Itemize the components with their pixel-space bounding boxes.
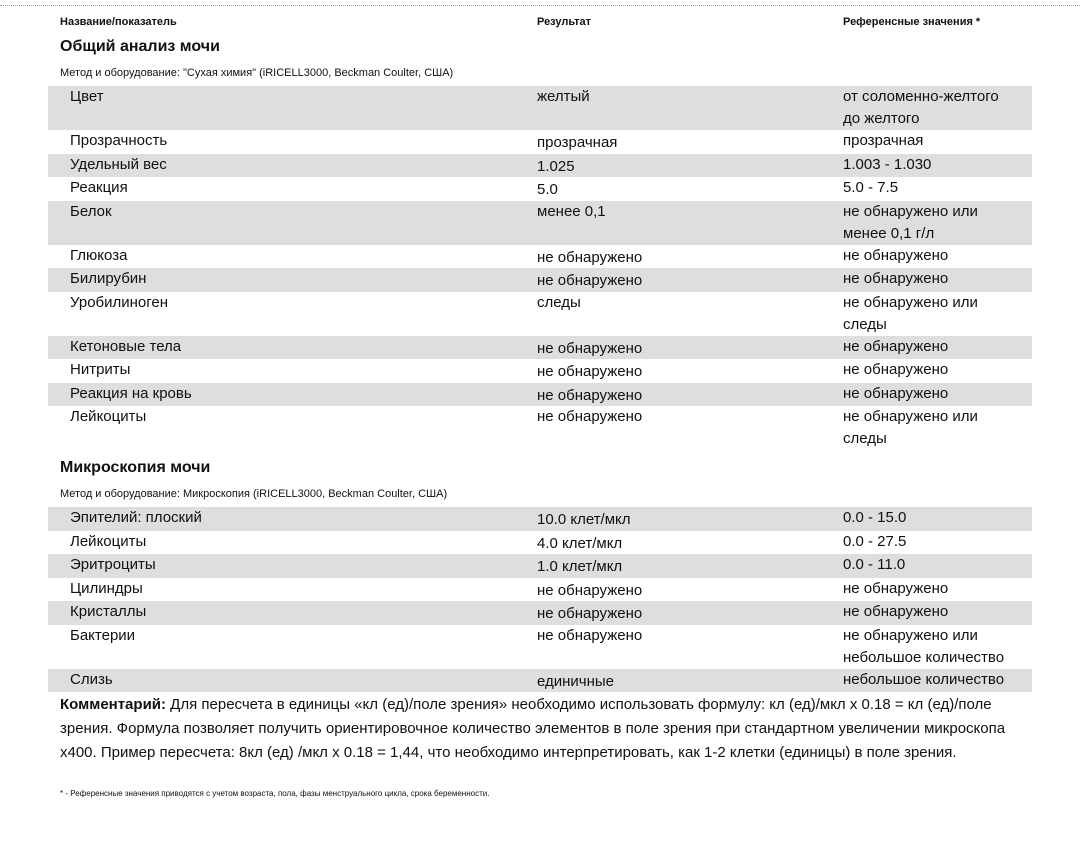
table-row [48, 383, 1032, 407]
row-name: Прозрачность [70, 132, 168, 149]
reference-line-1: небольшое количество [843, 670, 1005, 688]
section-title-urinalysis: Общий анализ мочи [60, 38, 220, 55]
comment-text: Для пересчета в единицы «кл (ед)/поле зрения» необходимо использовать формулу: кл (ед)/мкл х 0.18 = кл (ед)/поле зрения. Формула позволяет получить ориентировочное количество элементов в поле зрения при стандартном увеличении микроскопа х400. Пример пересчета: 8кл (ед) /мкл х 0.18 = 1,44, что необходимо интерпретировать, как 1-2 клетки (единицы) в поле зрения. [60, 696, 1006, 761]
row-reference [843, 154, 1032, 176]
reference-line-2: небольшое количество [843, 648, 1005, 666]
reference-line-2: до желтого [843, 110, 920, 127]
row-result: не обнаружено [537, 386, 643, 404]
reference-line-1: не обнаружено [843, 603, 949, 620]
row-result: не обнаружено [537, 408, 643, 425]
table-row [48, 245, 1032, 269]
reference-line-1: не обнаружено или [843, 202, 978, 220]
reference-line-2: следы [843, 315, 887, 333]
reference-line-1: 0.0 - 27.5 [843, 532, 907, 550]
reference-line-1: не обнаружено или [843, 408, 978, 425]
table-row [48, 578, 1032, 602]
table-row [48, 292, 1032, 336]
reference-line-1: не обнаружено [843, 361, 949, 378]
row-result: следы [537, 293, 581, 311]
row-reference [843, 201, 1032, 245]
row-name: Нитриты [70, 361, 131, 378]
table-row [48, 507, 1032, 531]
row-result: желтый [537, 88, 590, 105]
row-reference [843, 86, 1032, 130]
reference-line-2: менее 0,1 г/л [843, 224, 935, 242]
row-reference [843, 578, 1032, 600]
row-reference [843, 245, 1032, 267]
reference-line-1: не обнаружено [843, 579, 949, 597]
row-reference [843, 292, 1032, 336]
reference-line-1: не обнаружено или [843, 293, 978, 311]
row-reference [843, 669, 1032, 691]
row-result: не обнаружено [537, 272, 643, 289]
row-name: Реакция [70, 179, 128, 196]
row-name: Кристаллы [70, 603, 147, 620]
row-name: Цилиндры [70, 579, 143, 597]
row-result: не обнаружено [537, 339, 643, 357]
row-name: Лейкоциты [70, 532, 147, 550]
table-row [48, 359, 1032, 383]
row-result: единичные [537, 672, 615, 690]
row-name: Белок [70, 202, 112, 220]
microscopy-table [48, 507, 1032, 692]
reference-line-1: 0.0 - 15.0 [843, 509, 907, 526]
table-row [48, 625, 1032, 669]
row-name: Эритроциты [70, 556, 156, 573]
table-row [48, 86, 1032, 130]
header-reference: Референсные значения * [843, 16, 981, 28]
reference-line-1: не обнаружено [843, 337, 949, 355]
row-result: не обнаружено [537, 363, 643, 380]
header-name: Название/показатель [60, 16, 177, 28]
row-reference [843, 268, 1032, 290]
row-name: Кетоновые тела [70, 337, 182, 355]
reference-line-1: не обнаружено [843, 270, 949, 287]
row-name: Билирубин [70, 270, 147, 287]
method-urinalysis: Метод и оборудование: "Сухая химия" (iRICELL3000, Beckman Coulter, США) [60, 67, 454, 79]
table-row [48, 531, 1032, 555]
row-name: Уробилиноген [70, 293, 169, 311]
row-reference [843, 383, 1032, 405]
row-result: 1.025 [537, 157, 575, 175]
footnote: * - Референсные значения приводятся с учетом возраста, пола, фазы менструального цикла, срока беременности. [60, 789, 490, 798]
row-result: не обнаружено [537, 581, 643, 599]
table-row [48, 154, 1032, 178]
row-result: менее 0,1 [537, 202, 606, 220]
table-row [48, 201, 1032, 245]
table-row [48, 336, 1032, 360]
top-dotted-border [0, 5, 1080, 6]
row-name: Реакция на кровь [70, 384, 192, 402]
row-name: Эпителий: плоский [70, 509, 202, 526]
reference-line-1: 1.003 - 1.030 [843, 155, 932, 173]
row-name: Лейкоциты [70, 408, 147, 425]
row-reference [843, 531, 1032, 553]
row-name: Слизь [70, 670, 113, 688]
row-name: Глюкоза [70, 246, 128, 264]
table-row [48, 406, 1032, 450]
row-reference [843, 177, 1032, 199]
row-result: 10.0 клет/мкл [537, 511, 631, 528]
row-name: Бактерии [70, 626, 136, 644]
table-row [48, 554, 1032, 578]
row-reference [843, 359, 1032, 381]
row-result: не обнаружено [537, 605, 643, 622]
table-header [0, 16, 1080, 32]
row-result: не обнаружено [537, 248, 643, 266]
table-row [48, 669, 1032, 693]
reference-line-1: 0.0 - 11.0 [843, 556, 906, 573]
reference-line-1: от соломенно-желтого [843, 88, 999, 105]
row-result: 5.0 [537, 181, 558, 198]
row-result: не обнаружено [537, 626, 643, 644]
row-reference [843, 336, 1032, 358]
reference-line-1: прозрачная [843, 132, 924, 149]
table-row [48, 177, 1032, 201]
method-microscopy: Метод и оборудование: Микроскопия (iRICELL3000, Beckman Coulter, США) [60, 488, 448, 500]
table-row [48, 601, 1032, 625]
row-reference [843, 601, 1032, 623]
row-reference [843, 554, 1032, 576]
reference-line-1: не обнаружено [843, 246, 949, 264]
row-reference [843, 130, 1032, 152]
reference-line-1: не обнаружено [843, 384, 949, 402]
row-reference [843, 406, 1032, 450]
table-row [48, 130, 1032, 154]
row-name: Удельный вес [70, 155, 167, 173]
reference-line-1: 5.0 - 7.5 [843, 179, 899, 196]
comment [60, 693, 1020, 765]
row-reference [843, 625, 1032, 669]
row-name: Цвет [70, 88, 104, 105]
section-title-microscopy: Микроскопия мочи [60, 459, 211, 476]
table-row [48, 268, 1032, 292]
row-result: 4.0 клет/мкл [537, 534, 623, 552]
comment-label: Комментарий: [60, 696, 167, 713]
urinalysis-table [48, 86, 1032, 450]
header-result: Результат [537, 16, 592, 28]
row-result: 1.0 клет/мкл [537, 558, 623, 575]
reference-line-2: следы [843, 430, 887, 447]
row-result: прозрачная [537, 134, 618, 151]
reference-line-1: не обнаружено или [843, 626, 978, 644]
row-reference [843, 507, 1032, 529]
